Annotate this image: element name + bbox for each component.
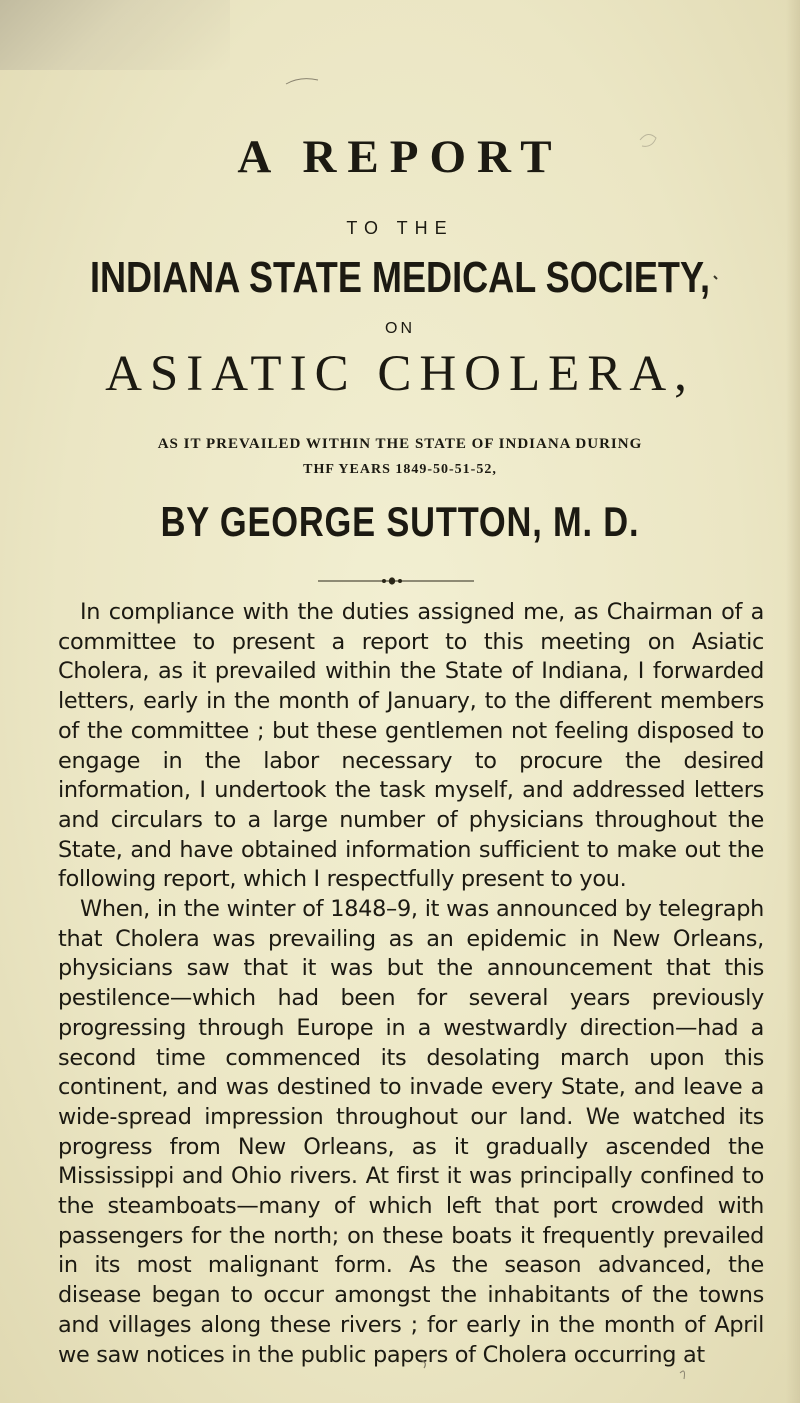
disease-title: ASIATIC CHOLERA, — [105, 346, 695, 402]
on-connector: ON — [385, 320, 415, 337]
ornamental-divider-icon — [318, 575, 474, 587]
page-edge — [786, 0, 800, 1403]
subtitle-line-1: AS IT PREVAILED WITHIN THE STATE OF INDIANA DURING — [157, 436, 643, 452]
subtitle-line-2: THF YEARS 1849-50-51-52, — [303, 462, 497, 477]
paragraph-1: In compliance with the duties assigned me, as Chairman of a committee to present a report to this meeting on Asiatic Cholera, as it prevailed within the State of Indiana, I forwarded letters, early in the month of January, to the different members of the committee ; but these gentlemen not feeling disposed to engage in the labor necessary to procure the desired information, I undertook the task myself, and addressed letters and circulars to a large number of physicians throughout the State, and have obtained information sufficient to make out the following report, which I respectfully present to you. — [58, 599, 764, 893]
author-line: BY GEORGE SUTTON, M. D. — [160, 498, 640, 545]
subtitle — [0, 432, 800, 482]
report-title: A REPORT — [237, 131, 563, 183]
title-connector: TO THE — [346, 218, 454, 238]
body-text — [58, 598, 764, 1370]
page-stain — [0, 0, 230, 70]
society-name: INDIANA STATE MEDICAL SOCIETY, — [89, 253, 711, 302]
paragraph-2: When, in the winter of 1848–9, it was announced by telegraph that Cholera was prevailing as an epidemic in New Orleans, physicians saw that it was but the announcement that this pestilence—which had been for several years previously progressing through Europe in a westwardly direction—had a second time commenced its desolating march upon this continent, and was destined to invade every State, and leave a wide-spread impression throughout our land. We watched its progress from New Orleans, as it gradually ascended the Mississippi and Ohio rivers. At first it was principally confined to the steamboats—many of which left that port crowded with passengers for the north; on these boats it frequently prevailed in its most malignant form. As the season advanced, the disease began to occur amongst the inhabitants of the towns and villages along these rivers ; for early in the month of April we saw notices in the public papers of Cholera occurring at — [58, 896, 764, 1368]
